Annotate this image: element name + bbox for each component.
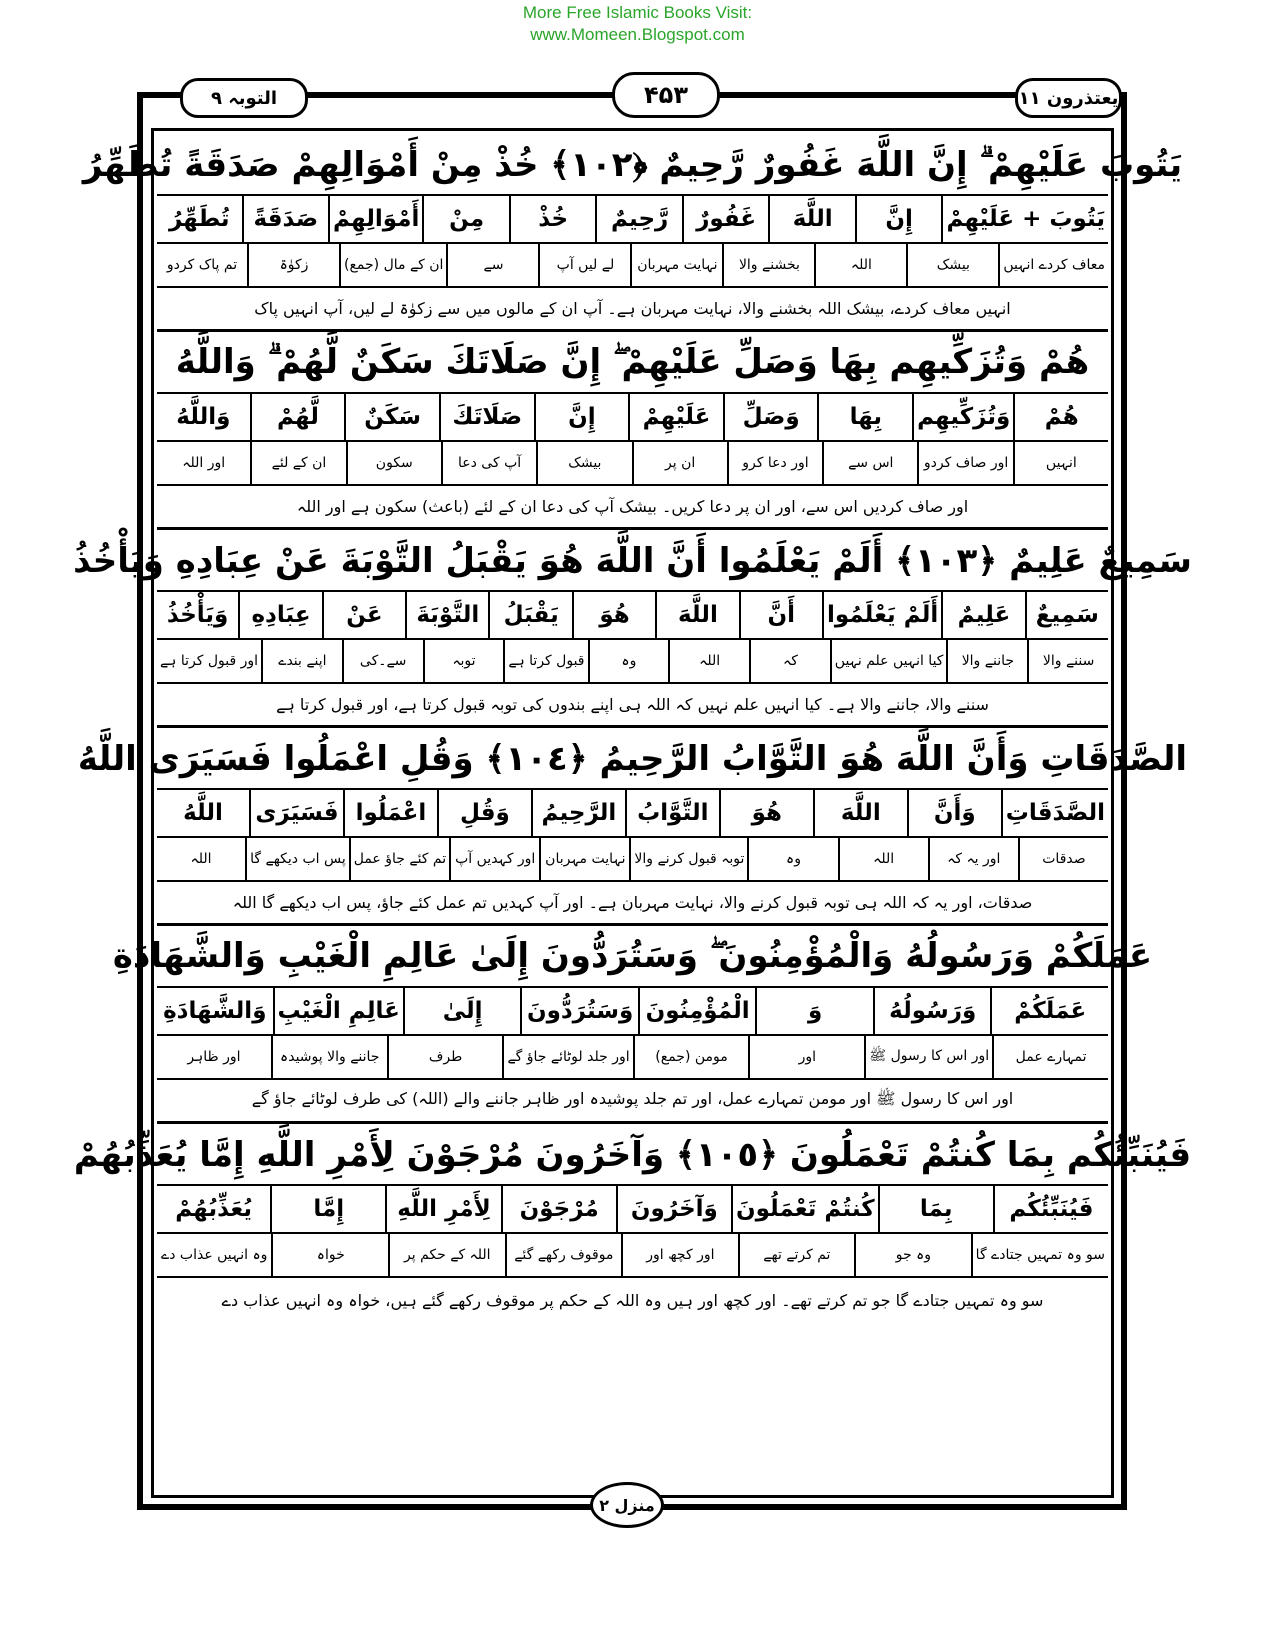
word-meaning-cell: اللہ [814,244,906,286]
word-meaning-cell: موقوف رکھے گئے [505,1234,622,1276]
word-meaning-cell: اس سے [822,442,917,484]
arabic-word-cell: الرَّحِيمُ [531,790,625,836]
urdu-translation-line: اور صاف کردیں اس سے، اور ان پر دعا کریں۔ بیشک آپ کی دعا ان کے لئے (باعث) سکون ہے اور اللہ [157,486,1108,530]
promo-banner [0,2,1275,46]
word-meaning-cell: اور صاف کردو [917,442,1012,484]
word-meaning-cell: زکوٰۃ [247,244,339,286]
word-meaning-cell: بخشنے والا [722,244,814,286]
word-row [157,790,1108,838]
arabic-word-cell: يَتُوبَ + عَلَيْهِمْ [941,196,1108,242]
arabic-word-cell: التَّوَّابُ [625,790,719,836]
arabic-word-cell: اللَّهَ [655,592,738,638]
promo-link[interactable]: www.Momeen.Blogspot.com [530,25,745,44]
meaning-row [157,442,1108,486]
arabic-word-cell: وَيَأْخُذُ [166,602,229,628]
arabic-word-cell: الْمُؤْمِنُونَ [638,988,756,1034]
word-row [157,592,1108,640]
word-meaning-cell: لے لیں آپ [538,244,630,286]
urdu-translation-line: سننے والا، جاننے والا ہے۔ کیا انہیں علم نہیں کہ اللہ ہی اپنے بندوں کی توبہ قبول کرتا ہے، اور قبول کرتا ہے [157,684,1108,728]
urdu-translation-line: سو وہ تمہیں جتادے گا جو تم کرتے تھے۔ اور کچھ اور ہیں وہ اللہ کے حکم پر موقوف رکھے گئے ہیں، خواہ وہ انہیں عذاب دے [221,1290,1044,1310]
word-meaning-cell: تمہارے عمل [992,1036,1108,1078]
arabic-verse-line: هُمْ وَتُزَكِّيهِم بِهَا وَصَلِّ عَلَيْهِمْ ۖ إِنَّ صَلَاتَكَ سَكَنٌ لَّهُمْ ۗ وَاللَّهُ [157,332,1108,394]
word-meaning-cell: کہ [749,640,830,682]
word-meaning-cell: اور [748,1036,864,1078]
word-meaning-cell: اور یہ کہ [928,838,1018,880]
arabic-word-cell: صَلَاتَكَ [439,394,534,440]
word-meaning-cell: خواہ [271,1234,388,1276]
word-meaning-cell: تم کئے جاؤ عمل [349,838,449,880]
word-meaning-cell: وہ [747,838,837,880]
urdu-translation-line: اور اس کا رسول ﷺ اور مومن تمہارے عمل، اور تم جلد پوشیدہ اور ظاہر جاننے والے (اللہ) کی طرف لوٹائے جاؤ گے [157,1080,1108,1124]
verse-section [82,134,1183,332]
word-meaning-cell: اور جلد لوٹائے جاؤ گے [502,1036,632,1078]
urdu-translation-line: صدقات، اور یہ کہ اللہ ہی توبہ قبول کرنے والا، نہایت مہربان ہے۔ اور آپ کہدیں تم عمل کئے جاؤ، پس اب دیکھے گا اللہ [157,882,1108,926]
arabic-word-cell: التَّوْبَةَ [405,592,488,638]
arabic-word-cell: يَقْبَلُ [488,592,571,638]
word-meaning-cell: وہ جو [854,1234,971,1276]
arabic-word-cell: سَمِيعٌ [1025,592,1108,638]
arabic-word-cell: سَكَنٌ [344,394,439,440]
arabic-word-cell: لَّهُمْ [250,394,345,440]
arabic-word-cell: مِنْ [422,196,509,242]
arabic-word-cell: وَ [755,988,873,1034]
word-meaning-cell: کیا انہیں علم نہیں [830,640,947,682]
arabic-word-cell: رَّحِيمٌ [595,196,682,242]
arabic-word-cell: كُنتُمْ تَعْمَلُونَ [731,1186,878,1232]
meaning-row [157,244,1108,288]
arabic-word-cell: وَآخَرُونَ [616,1186,731,1232]
page-number-badge: ۴۵۳ [612,72,720,118]
arabic-word-cell: عِبَادِهِ [238,592,321,638]
arabic-verse-line: عَمَلَكُمْ وَرَسُولُهُ وَالْمُؤْمِنُونَ ۖ وَسَتُرَدُّونَ إِلَىٰ عَالِمِ الْغَيْبِ وَالشَّهَادَةِ [157,926,1108,988]
arabic-word-cell: إِمَّا [270,1186,385,1232]
verse-section [112,926,1153,1124]
word-meaning-cell: ان کے مال (جمع) [339,244,446,286]
page-content [73,134,1192,1322]
arabic-word-cell: بِمَا [878,1186,993,1232]
arabic-word-cell: عَلِيمٌ [941,592,1024,638]
word-meaning-cell: اللہ [668,640,749,682]
word-meaning-cell: سے۔کی [342,640,423,682]
arabic-word-cell: أَلَمْ يَعْلَمُوا [822,592,941,638]
word-meaning-cell: نہایت مہربان [630,244,722,286]
arabic-word-cell: وَالشَّهَادَةِ [163,998,267,1024]
word-meaning-cell: صدقات [1018,838,1108,880]
word-meaning-cell: اور ظاہر [187,1049,241,1065]
arabic-word-cell: اللَّهَ [768,196,855,242]
arabic-word-cell: الصَّدَقَاتِ [1001,790,1108,836]
word-meaning-cell: سننے والا [1027,640,1108,682]
word-meaning-cell: تم پاک کردو [166,257,238,273]
arabic-verse-line: فَيُنَبِّئُكُم بِمَا كُنتُمْ تَعْمَلُونَ ﴿١٠٥﴾ وَآخَرُونَ مُرْجَوْنَ لِأَمْرِ اللَّهِ إِمَّا يُعَذِّبُهُمْ [157,1124,1108,1186]
arabic-word-cell: عَالِمِ الْغَيْبِ [273,988,403,1034]
arabic-word-cell: أَنَّ [739,592,822,638]
arabic-word-cell: وَسَتُرَدُّونَ [520,988,638,1034]
promo-line-1: More Free Islamic Books Visit: [522,3,753,22]
word-meaning-cell: اور اس کا رسول ﷺ [864,1036,992,1078]
arabic-word-cell: بِهَا [817,394,912,440]
word-meaning-cell: طرف [387,1036,503,1078]
arabic-word-cell: فَيُنَبِّئُكُم [993,1186,1108,1232]
arabic-word-cell: وَرَسُولُهُ [873,988,991,1034]
arabic-word-cell: اللَّهَ [813,790,907,836]
meaning-row [157,1036,1108,1080]
arabic-verse-line: سَمِيعٌ عَلِيمٌ ﴿١٠٣﴾ أَلَمْ يَعْلَمُوا أَنَّ اللَّهَ هُوَ يَقْبَلُ التَّوْبَةَ عَنْ عِبَادِهِ وَيَأْخُذُ [157,530,1108,592]
word-meaning-cell: بیشک [536,442,631,484]
arabic-word-cell: صَدَقَةً [242,196,329,242]
word-meaning-cell: اپنے بندے [261,640,342,682]
verse-section [77,728,1188,926]
word-meaning-cell: توبہ قبول کرنے والا [629,838,747,880]
meaning-row [157,1234,1108,1278]
arabic-word-cell: خُذْ [509,196,596,242]
word-meaning-cell: اللہ کے حکم پر [388,1234,505,1276]
word-meaning-cell: اور قبول کرتا ہے [159,653,259,669]
word-meaning-cell: اور کچھ اور [621,1234,738,1276]
word-meaning-cell: وہ انہیں عذاب دے [161,1247,268,1263]
arabic-word-cell: هُوَ [572,592,655,638]
word-meaning-cell: سکون [346,442,441,484]
word-row [157,1186,1108,1234]
surah-name-badge: التوبہ ۹ [180,78,308,118]
word-meaning-cell: اور کہدیں آپ [449,838,539,880]
urdu-translation-line: انہیں معاف کردے، بیشک اللہ بخشنے والا، نہایت مہربان ہے۔ آپ ان کے مالوں میں سے زکوٰۃ لے لیں، آپ انہیں پاک [157,288,1108,332]
arabic-word-cell: وَتُزَكِّيهِم [912,394,1013,440]
word-meaning-cell: سو وہ تمہیں جتادے گا [971,1234,1108,1276]
arabic-word-cell: غَفُورٌ [682,196,769,242]
word-meaning-cell: ان کے لئے [250,442,345,484]
word-meaning-cell: مومن (جمع) [633,1036,749,1078]
arabic-word-cell: هُمْ [1013,394,1108,440]
word-meaning-cell: ان پر [632,442,727,484]
word-meaning-cell: توبہ [423,640,504,682]
arabic-word-cell: يُعَذِّبُهُمْ [175,1196,252,1222]
meaning-row [157,640,1108,684]
word-meaning-cell: اور اللہ [182,455,226,471]
word-meaning-cell: آپ کی دعا [441,442,536,484]
word-meaning-cell: اللہ [190,851,212,867]
word-meaning-cell: اللہ [838,838,928,880]
word-meaning-cell: تم کرتے تھے [738,1234,855,1276]
verse-section [73,530,1192,728]
arabic-word-cell: وَقُلِ [437,790,531,836]
arabic-word-cell: عَنْ [322,592,405,638]
word-meaning-cell: اور دعا کرو [727,442,822,484]
word-row [157,196,1108,244]
arabic-word-cell: عَلَيْهِمْ [628,394,723,440]
word-row [157,394,1108,442]
arabic-word-cell: اعْمَلُوا [343,790,437,836]
arabic-word-cell: وَأَنَّ [907,790,1001,836]
arabic-word-cell: مُرْجَوْنَ [501,1186,616,1232]
word-meaning-cell: سے [446,244,538,286]
meaning-row [157,838,1108,882]
verse-section [73,1124,1192,1322]
arabic-word-cell: أَمْوَالِهِمْ [328,196,422,242]
word-meaning-cell: وہ [588,640,669,682]
word-meaning-cell: پس اب دیکھے گا [245,838,349,880]
word-meaning-cell: جاننے والا [946,640,1027,682]
arabic-word-cell: لِأَمْرِ اللَّهِ [385,1186,500,1232]
arabic-word-cell: وَاللَّهُ [176,404,231,430]
word-meaning-cell: انہیں [1013,442,1108,484]
arabic-word-cell: اللَّهُ [183,800,223,826]
word-meaning-cell: جاننے والا پوشیدہ [271,1036,387,1078]
word-meaning-cell: معاف کردے انہیں [998,244,1108,286]
word-row [157,988,1108,1036]
arabic-word-cell: إِنَّ [534,394,629,440]
arabic-word-cell: فَسَيَرَى [249,790,343,836]
arabic-word-cell: عَمَلَكُمْ [990,988,1108,1034]
arabic-word-cell: إِلَىٰ [403,988,521,1034]
para-name-badge: یعتذرون ۱۱ [1015,78,1122,118]
verse-section [157,332,1108,530]
arabic-word-cell: وَصَلِّ [723,394,818,440]
word-meaning-cell: قبول کرتا ہے [503,640,587,682]
arabic-word-cell: إِنَّ [855,196,942,242]
arabic-verse-line: الصَّدَقَاتِ وَأَنَّ اللَّهَ هُوَ التَّوَّابُ الرَّحِيمُ ﴿١٠٤﴾ وَقُلِ اعْمَلُوا فَسَيَرَى اللَّهُ [157,728,1108,790]
word-meaning-cell: نہایت مہربان [539,838,629,880]
word-meaning-cell: بیشک [906,244,998,286]
arabic-word-cell: هُوَ [719,790,813,836]
manzil-badge: منزل ۲ [590,1482,664,1528]
arabic-verse-line: يَتُوبَ عَلَيْهِمْ ۗ إِنَّ اللَّهَ غَفُورٌ رَّحِيمٌ ﴿١٠٢﴾ خُذْ مِنْ أَمْوَالِهِمْ صَدَقَةً تُطَهِّرُ [157,134,1108,196]
arabic-word-cell: تُطَهِّرُ [169,206,230,232]
